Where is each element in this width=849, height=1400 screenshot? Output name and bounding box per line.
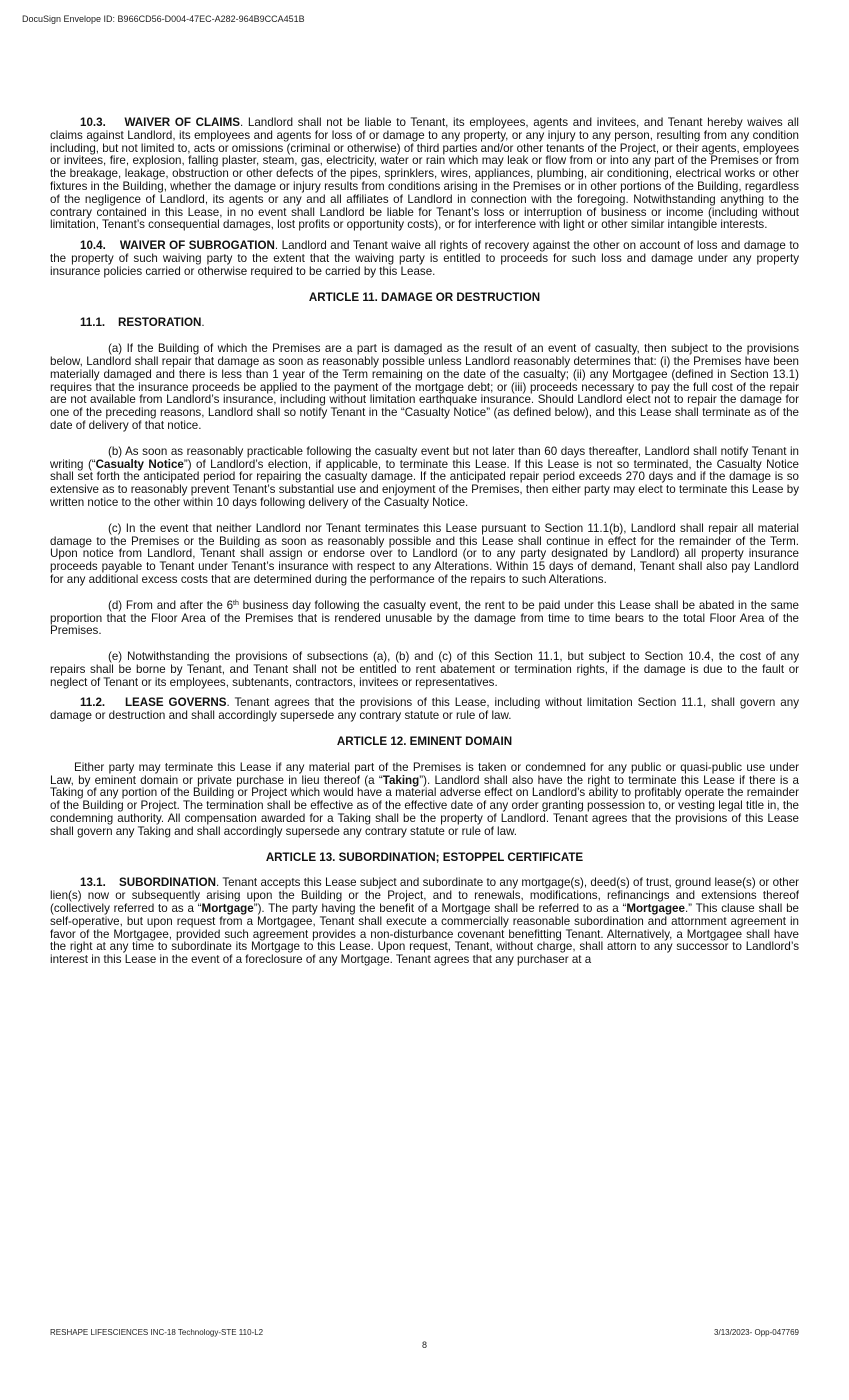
section-text: ”). The party having the benefit of a Mortgage shall be referred to as a “ xyxy=(253,902,627,916)
section-11-2 xyxy=(50,697,799,723)
article-text: ”). Landlord shall also have the right to terminate this Lease if there is a Taking of any portion of the Building or Project which would have a material adverse effect on Landlord’s ability to profitably operate the remainder of the Building or Project. The termination shall be effective as of the effective date of any order granting possession to, or vesting legal title in, the condemning authority. All compensation awarded for a Taking shall be the property of Landlord. Tenant agrees that the provisions of this Lease shall govern any Taking and shall accordingly supersede any contrary statute or rule of law. xyxy=(50,773,799,838)
document-body xyxy=(50,117,799,967)
subsection-text: (d) From and after the 6 xyxy=(108,598,234,612)
subsection-text: (b) As soon as reasonably practicable following the casualty event but not later than 60 days thereafter, Landlord shall notify Tenant in writing (“ xyxy=(50,444,799,471)
section-number: 10.4. xyxy=(80,239,106,253)
defined-term: Mortgage xyxy=(201,902,254,916)
section-title: LEASE GOVERNS xyxy=(124,696,227,710)
article-13-heading: ARTICLE 13. SUBORDINATION; ESTOPPEL CERTIFICATE xyxy=(265,850,584,864)
section-11-1-heading xyxy=(50,317,799,330)
section-period: . xyxy=(201,316,205,330)
envelope-id: DocuSign Envelope ID: B966CD56-D004-47EC-A282-964B9CCA451B xyxy=(22,14,305,24)
footer-left: RESHAPE LIFESCIENCES INC-18 Technology-STE 110-L2 xyxy=(50,1328,264,1337)
defined-term: Mortgagee xyxy=(626,902,685,916)
section-title: WAIVER OF SUBROGATION xyxy=(119,239,275,253)
page-number: 8 xyxy=(421,1340,427,1350)
subsection-11-1-e: (e) Notwithstanding the provisions of subsections (a), (b) and (c) of this Section 11.1, but subject to Section 10.4, the cost of any repairs shall be borne by Tenant, and Tenant shall not be entitled to rent abatement or termination rights, if the damage is due to the fault or neglect of Tenant or its employees, subtenants, contractors, invitees or representatives. xyxy=(50,650,799,689)
section-number: 10.3. xyxy=(80,116,106,129)
defined-term: Taking xyxy=(382,773,420,787)
section-number: 11.2. xyxy=(80,696,106,710)
article-12-body xyxy=(50,762,799,839)
subsection-11-1-c: (c) In the event that neither Landlord nor Tenant terminates this Lease pursuant to Section 11.1(b), Landlord shall repair all material damage to the Premises or the Building as soon as reasonably possible and this Lease shall continue in effect for the remainder of the Term. Upon notice from Landlord, Tenant shall assign or endorse over to Landlord (or to any party designated by Landlord) all property insurance proceeds payable to Tenant under Tenant’s insurance with respect to any Alterations. Within 15 days of demand, Tenant shall also pay Landlord for any additional excess costs that are determined during the performance of the repairs to such Alterations. xyxy=(50,521,799,586)
subsection-11-1-b xyxy=(50,446,799,510)
section-text: . Landlord shall not be liable to Tenant, its employees, agents and invitees, and Tenant hereby waives all claims against Landlord, its employees and agents for loss of or damage to any property, or any injury to any person, resulting from any condition including, but not limited to, acts or omissions (criminal or otherwise) of third parties and/or other tenants of the Project, or their agents, employees or invitees, fire, explosion, falling plaster, steam, gas, electricity, water or rain which may leak or flow from or into any part of the Premises or from the breakage, leakage, obstruction or other defects of the pipes, sprinklers, wires, appliances, plumbing, air conditioning, electrical works or other fixtures in the Building, whether the damage or injury results from conditions arising in the Premises or in other portions of the Building, regardless of the negligence of Landlord, its agents or any and all affiliates of Landlord in connection with the foregoing. Notwithstanding anything to the contrary contained in this Lease, in no event shall Landlord be liable for Tenant’s loss or interruption of business or income (including without limitation, Tenant’s consequential damages, lost profits or opportunity costs), or for interference with light or other similar intangible interests. xyxy=(50,116,799,232)
article-12-heading: ARTICLE 12. EMINENT DOMAIN xyxy=(336,735,513,749)
section-text: .” This clause shall be self-operative, but upon request from a Mortgagee, Tenant shall execute a commercially reasonable subordination and attornment agreement in favor of the Mortgagee, provided such agreement provides a non-disturbance covenant benefitting Tenant. Alternatively, a Mortgagee shall have the right at any time to subordinate its Mortgage to this Lease. Upon request, Tenant, without charge, shall attorn to any successor to Landlord’s interest in this Lease in the event of a foreclosure of any Mortgage. Tenant agrees that any purchaser at a xyxy=(50,902,799,967)
section-number: 13.1. xyxy=(80,876,106,890)
section-13-1 xyxy=(50,877,799,967)
footer-right: 3/13/2023- Opp-047769 xyxy=(714,1328,799,1337)
section-10-3 xyxy=(50,117,799,232)
subsection-text: ”) of Landlord’s election, if applicable, to terminate this Lease. If this Lease is not so terminated, the Casualty Notice shall set forth the anticipated period for repairing the casualty damage. If the anticipated repair period exceeds 270 days and if the damage is so extensive as to reasonably prevent Tenant’s substantial use and enjoyment of the Premises, then either party may elect to terminate this Lease by written notice to the other within 10 days following delivery of the Casualty Notice. xyxy=(50,457,800,509)
section-text: . Tenant agrees that the provisions of this Lease, including without limitation Section 11.1, shall govern any damage or destruction and shall accordingly supersede any contrary statute or rule of law. xyxy=(50,696,799,723)
section-10-4 xyxy=(50,240,799,278)
article-11-heading: ARTICLE 11. DAMAGE OR DESTRUCTION xyxy=(308,290,541,304)
section-title: SUBORDINATION xyxy=(118,876,217,890)
article-text: Either party may terminate this Lease if any material part of the Premises is taken or condemned for any public or quasi-public use under Law, by eminent domain or private purchase in lieu thereof (a “ xyxy=(50,760,799,787)
section-number: 11.1. xyxy=(80,316,106,330)
defined-term: Casualty Notice xyxy=(95,457,184,471)
subsection-11-1-d xyxy=(50,600,799,638)
subsection-11-1-a: (a) If the Building of which the Premises are a part is damaged as the result of an event of casualty, then subject to the provisions below, Landlord shall repair that damage as soon as reasonably possible unless Landlord reasonably determines that: (i) the Premises have been materially damaged and there is less than 1 year of the Term remaining on the date of the casualty; (ii) any Mortgagee (defined in Section 13.1) requires that the insurance proceeds be applied to the payment of the mortgage debt; or (iii) proceeds necessary to pay the full cost of the repair are not available from Landlord’s insurance, including without limitation earthquake insurance. Should Landlord elect not to repair the damage for one of the preceding reasons, Landlord shall so notify Tenant in the “Casualty Notice” (as defined below), and this Lease shall terminate as of the date of delivery of that notice. xyxy=(50,342,799,432)
section-title: RESTORATION xyxy=(118,316,202,330)
section-text: . Landlord and Tenant waive all rights of recovery against the other on account of loss and damage to the property of such waiving party to the extent that the waiving party is entitled to proceeds for such loss and damage under any property insurance policies carried or otherwise required to be carried by this Lease. xyxy=(50,239,799,278)
subsection-text: business day following the casualty event, the rent to be paid under this Lease shall be abated in the same proportion that the Floor Area of the Premises that is rendered unusable by the damage from time to time bears to the total Floor Area of the Premises. xyxy=(50,598,799,638)
ordinal-suffix: th xyxy=(233,599,239,607)
section-title: WAIVER OF CLAIMS xyxy=(124,116,241,129)
section-text: . Tenant accepts this Lease subject and subordinate to any mortgage(s), deed(s) of trust, ground lease(s) or other lien(s) now or subsequently arising upon the Building or the Project, and to renewals, modifications, refinancings and extensions thereof (collectively referred to as a “ xyxy=(50,876,800,916)
